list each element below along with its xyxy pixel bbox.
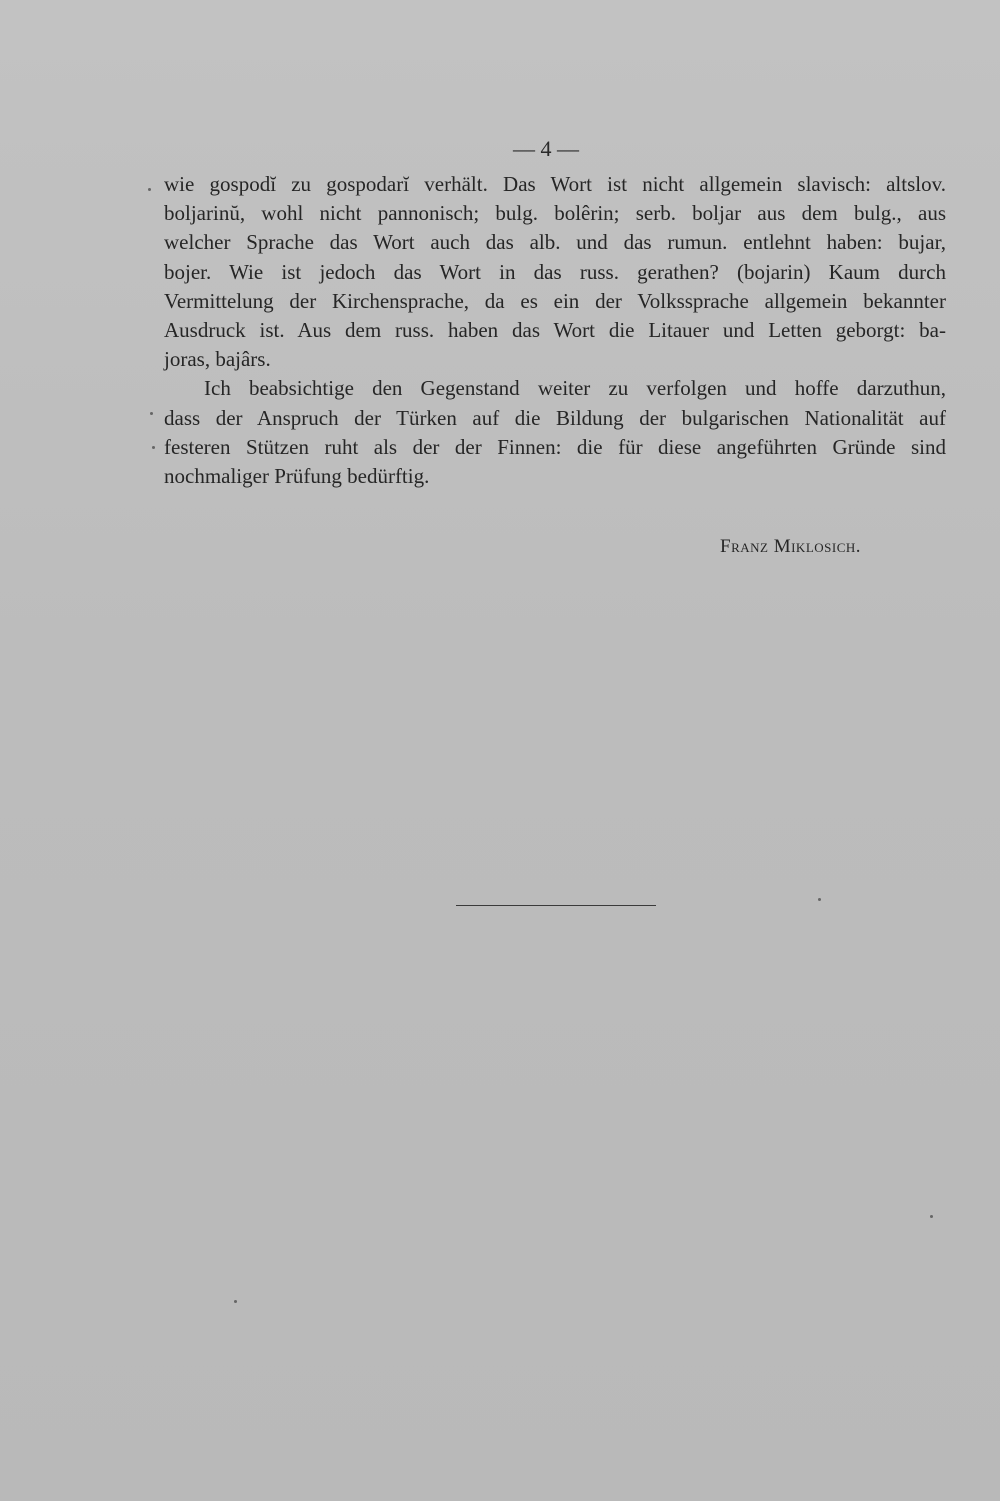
paper-speck: [152, 446, 155, 449]
paper-speck: [150, 412, 153, 415]
author-signature: Franz Miklosich.: [720, 536, 862, 557]
text-line: Ich beabsichtige den Gegenstand weiter zu verfolgen und hoffe darzuthun,: [204, 376, 946, 401]
text-line: Ausdruck ist. Aus dem russ. haben das Wort die Litauer und Letten geborgt: ba-: [164, 318, 946, 343]
paragraph-2: [164, 374, 946, 491]
text-line: dass der Anspruch der Türken auf die Bildung der bulgarischen Nationalität auf: [164, 405, 946, 430]
text-line: Vermittelung der Kirchensprache, da es ein der Volkssprache allgemein bekannter: [164, 288, 946, 313]
text-line: welcher Sprache das Wort auch das alb. und das rumun. entlehnt haben: bujar,: [164, 230, 946, 255]
text-line: joras, bajârs.: [164, 347, 271, 372]
paragraph-1: [164, 170, 946, 374]
paper-speck: [818, 898, 821, 901]
text-line: nochmaliger Prüfung bedürftig.: [164, 464, 430, 489]
paper-speck: [148, 188, 151, 191]
page-number: — 4 —: [513, 136, 579, 161]
body-text: [164, 170, 946, 491]
text-line: wie gospodĭ zu gospodarĭ verhält. Das Wort ist nicht allgemein slavisch: altslov.: [164, 172, 946, 196]
text-line: boljarinŭ, wohl nicht pannonisch; bulg. bolêrin; serb. boljar aus dem bulg., aus: [164, 201, 946, 226]
paper-speck: [930, 1215, 933, 1218]
end-rule-divider: [456, 905, 656, 906]
text-line: festeren Stützen ruht als der der Finnen: die für diese angeführten Gründe sind: [164, 434, 946, 459]
paper-speck: [234, 1300, 237, 1303]
text-line: bojer. Wie ist jedoch das Wort in das russ. gerathen? (bojarin) Kaum durch: [164, 259, 946, 284]
